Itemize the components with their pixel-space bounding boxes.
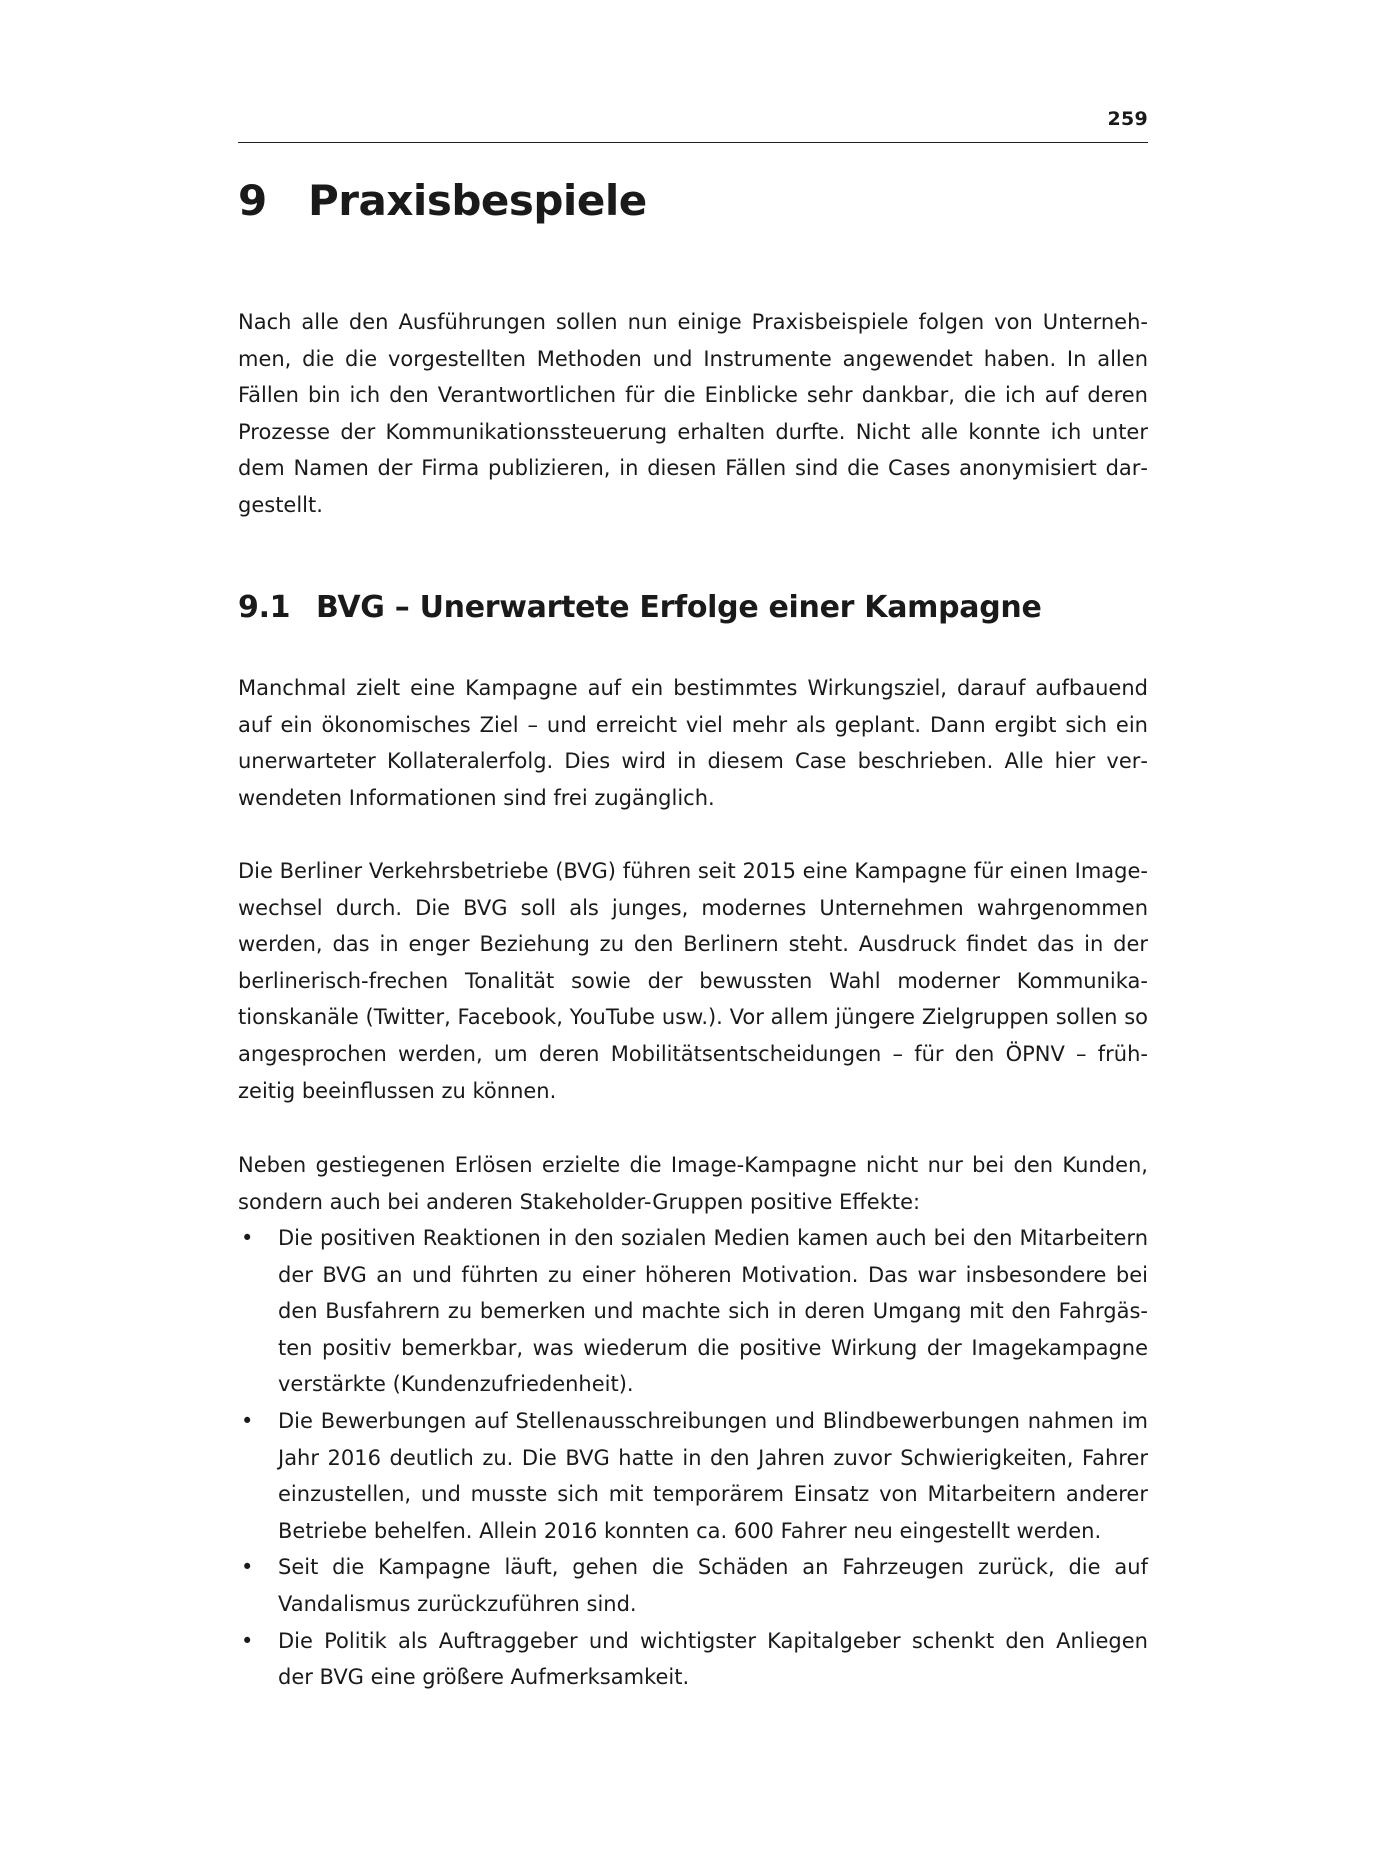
list-item <box>238 1403 1148 1549</box>
list-item-text: Seit die Kampagne läuft, gehen die Schäden an Fahrzeugen zurück, die auf Vandalismus zurückzuführen sind. <box>278 1555 1148 1616</box>
bullet-icon: • <box>241 1628 254 1653</box>
chapter-title: Praxisbespiele <box>308 176 647 225</box>
section-heading <box>238 590 1042 625</box>
bullet-icon: • <box>241 1408 254 1433</box>
section-title: BVG – Unerwartete Erfolge einer Kampagne <box>316 590 1042 625</box>
list-item-text: Die positiven Reaktionen in den sozialen Medien kamen auch bei den Mitarbeitern der BVG an und führten zu einer höheren Motivation. Das war insbesondere bei den Busfahrern zu bemerken und machte sich in deren Umgang mit den Fahrgästen positiv bemerkbar, was wiederum die positive Wirkung der Imagekampagne verstärkte (Kundenzufriedenheit). <box>278 1226 1148 1397</box>
intro-paragraph: Nach alle den Ausführungen sollen nun einige Praxisbeispiele folgen von Unternehmen, die die vorgestellten Methoden und Instrumente angewendet haben. In allen Fällen bin ich den Verantwortlichen für die Einblicke sehr dankbar, die ich auf deren Prozesse der Kommunikationssteuerung erhalten durfte. Nicht alle konnte ich unter dem Namen der Firma publizieren, in diesen Fällen sind die Cases anonymisiert dargestellt. <box>238 310 1148 517</box>
effects-bullet-list <box>238 1220 1148 1696</box>
running-header <box>238 108 1148 143</box>
list-item <box>238 1220 1148 1403</box>
chapter-number: 9 <box>238 176 267 225</box>
body-paragraph: Manchmal zielt eine Kampagne auf ein bestimmtes Wirkungsziel, darauf aufbauend auf ein ökonomisches Ziel – und erreicht viel mehr als geplant. Dann ergibt sich ein unerwarteter Kollateralerfolg. Dies wird in diesem Case beschrieben. Alle hier verwendeten Informationen sind frei zugänglich. <box>238 676 1148 810</box>
list-item-text: Die Bewerbungen auf Stellenausschreibungen und Blindbewerbungen nahmen im Jahr 2016 deutlich zu. Die BVG hatte in den Jahren zuvor Schwierigkeiten, Fahrer einzustellen, und musste sich mit temporärem Einsatz von Mitarbeitern anderer Betriebe behelfen. Allein 2016 konnten ca. 600 Fahrer neu eingestellt werden. <box>278 1408 1148 1543</box>
page-number: 259 <box>1107 108 1148 130</box>
list-item-text: Die Politik als Auftraggeber und wichtigster Kapitalgeber schenkt den Anliegen der BVG eine größere Aufmerksamkeit. <box>278 1628 1148 1690</box>
chapter-heading <box>238 176 647 225</box>
bullet-icon: • <box>241 1555 254 1580</box>
body-paragraph: Neben gestiegenen Erlösen erzielte die Image-Kampagne nicht nur bei den Kunden, sondern auch bei anderen Stakeholder-Gruppen positive Effekte: <box>238 1153 1148 1214</box>
section-number: 9.1 <box>238 590 291 625</box>
list-item <box>238 1623 1148 1696</box>
bullet-icon: • <box>241 1226 254 1250</box>
body-paragraph: Die Berliner Verkehrsbetriebe (BVG) führen seit 2015 eine Kampagne für einen Imagewechsel durch. Die BVG soll als junges, modernes Unternehmen wahrgenommen werden, das in enger Beziehung zu den Berlinern steht. Ausdruck findet das in der berlinerisch-frechen Tonalität sowie der bewussten Wahl moderner Kommunikationskanäle (Twitter, Facebook, YouTube usw.). Vor allem jüngere Zielgruppen sollen so angesprochen werden, um deren Mobilitätsentscheidungen – für den ÖPNV – frühzeitig beeinflussen zu können. <box>238 859 1148 1103</box>
list-item <box>238 1549 1148 1622</box>
